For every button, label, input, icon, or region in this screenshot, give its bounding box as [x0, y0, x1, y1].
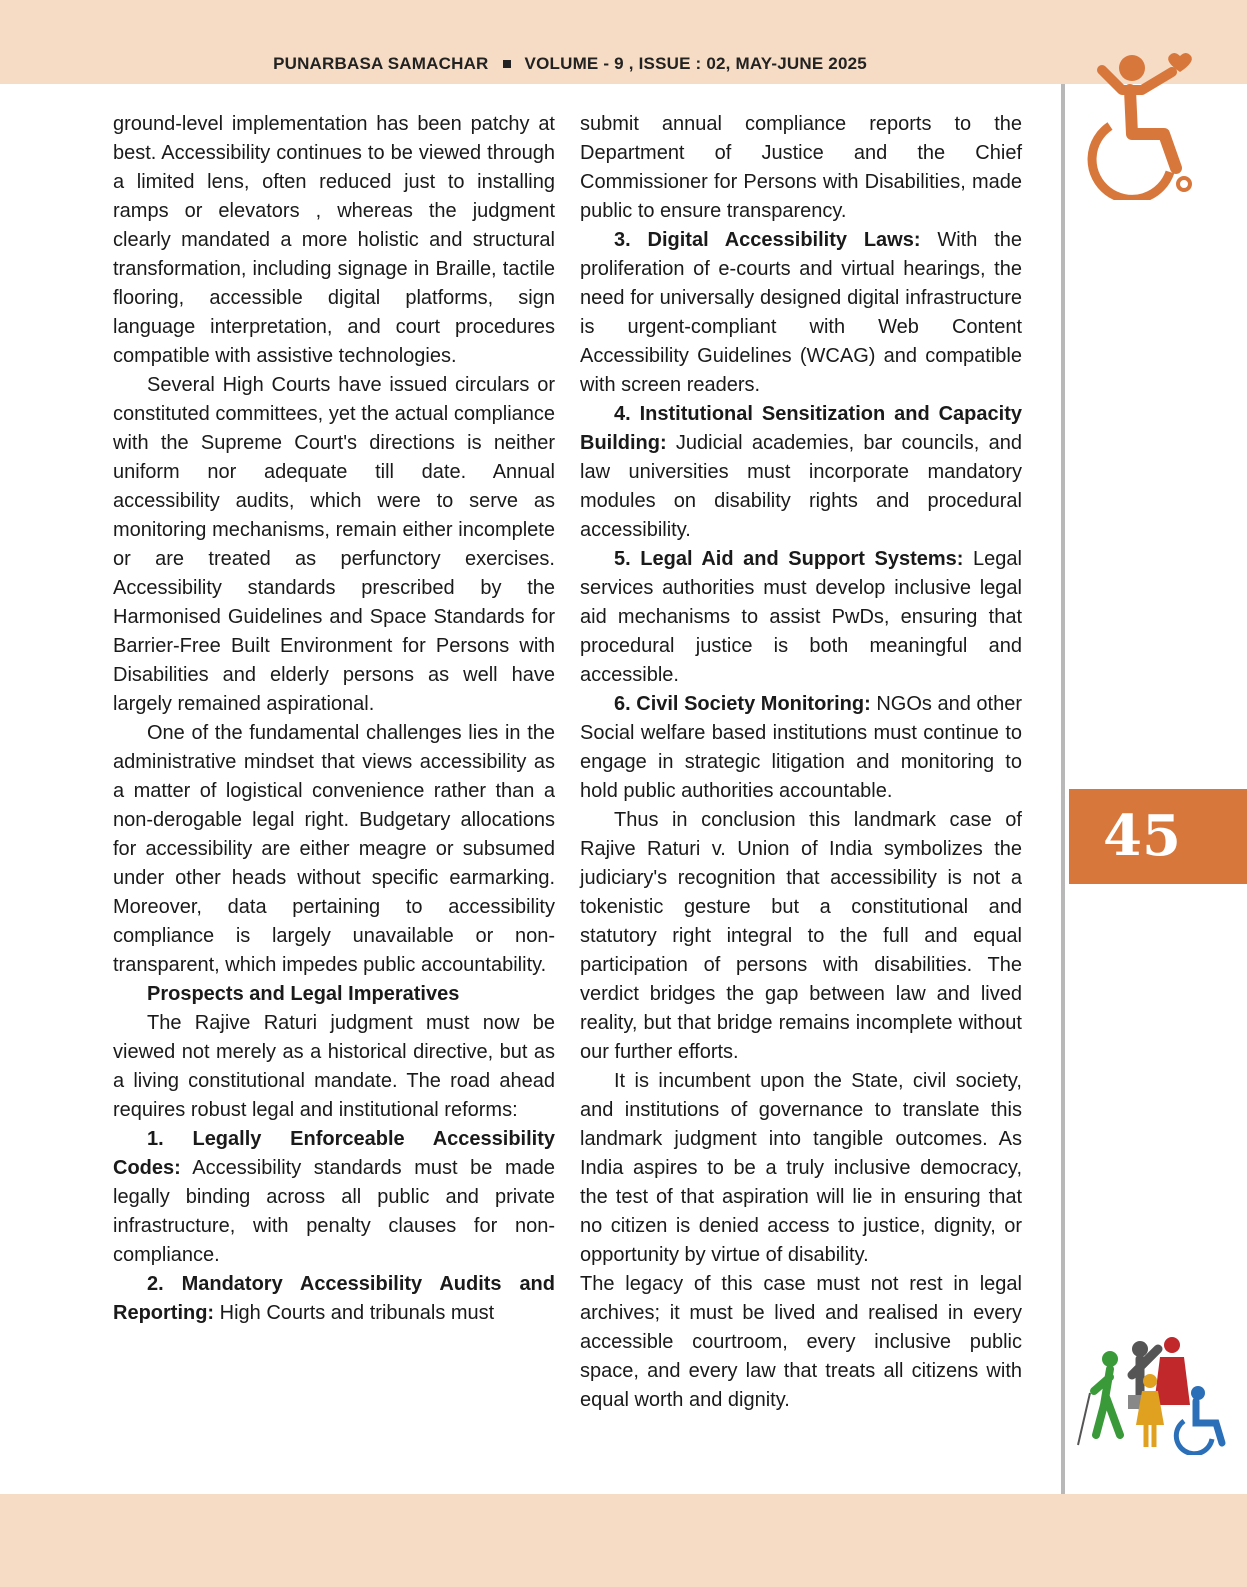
list-item-4-text: Judicial academies, bar councils, and law universities must incorporate mandatory modules on disability rights and procedural accessibility.: [580, 432, 1022, 541]
margin-rule: [1061, 84, 1065, 1494]
left-paragraph-2: Several High Courts have issued circulars or constituted committees, yet the actual compliance with the Supreme Court's directions is neither uniform nor adequate till date. Annual accessibility audits, which were to serve as monitoring mechanisms, remain either incomplete or are treated as perfunctory exercises. Accessibility standards prescribed by the Harmonised Guidelines and Space Standards for Barrier-Free Built Environment for Persons with Disabilities and elderly persons as well have largely remained aspirational.: [113, 374, 555, 715]
list-item-4-title: 4. Institutional Sensitization and Capacity Building:: [580, 403, 1022, 454]
wheelchair-user-icon: [1080, 50, 1208, 200]
right-paragraph-4: The legacy of this case must not rest in legal archives; it must be lived and realised in every accessible courtroom, every inclusive public space, and every law that treats all citizens with equal worth and dignity.: [580, 1273, 1022, 1411]
list-item-6-text: NGOs and other Social welfare based institutions must continue to engage in strategic litigation and monitoring to hold public authorities accountable.: [580, 693, 1022, 802]
list-item-1-text: Accessibility standards must be made legally binding across all public and private infrastructure, with penalty clauses for non-compliance.: [113, 1157, 555, 1266]
list-item-5-text: Legal services authorities must develop inclusive legal aid mechanisms to assist PwDs, ensuring that procedural justice is both meaningful and accessible.: [580, 548, 1022, 686]
page-number-tab: 45: [1069, 789, 1247, 884]
list-item-3-text: With the proliferation of e-courts and virtual hearings, the need for universally designed digital infrastructure is urgent-compliant with Web Content Accessibility Guidelines (WCAG) and compatible with screen readers.: [580, 229, 1023, 396]
diverse-disability-group-icon: [1070, 1335, 1230, 1455]
list-item-6-title: 6. Civil Society Monitoring:: [614, 693, 871, 715]
left-column: [113, 110, 555, 1328]
list-item-4: [580, 400, 1022, 545]
running-header: [0, 54, 1140, 74]
list-item-1-title: 1. Legally Enforceable Accessibility Codes:: [113, 1128, 555, 1179]
header-separator: [503, 60, 511, 68]
list-item-3-title: 3. Digital Accessibility Laws:: [614, 229, 921, 251]
list-item-2-title: 2. Mandatory Accessibility Audits and Reporting:: [113, 1273, 555, 1324]
footer-band: [0, 1494, 1247, 1587]
left-paragraph-4: The Rajive Raturi judgment must now be viewed not merely as a historical directive, but as a living constitutional mandate. The road ahead requires robust legal and institutional reforms:: [113, 1012, 555, 1121]
list-item-3: [580, 226, 1022, 400]
list-item-2-text: High Courts and tribunals must: [214, 1302, 495, 1324]
right-paragraph-2: Thus in conclusion this landmark case of Rajive Raturi v. Union of India symbolizes the judiciary's recognition that accessibility is not a tokenistic gesture but a constitutional and statutory right integral to the full and equal participation of persons with disabilities. The verdict bridges the gap between law and lived reality, but that bridge remains incomplete without our further efforts.: [580, 809, 1022, 1063]
list-item-5-title: 5. Legal Aid and Support Systems:: [614, 548, 964, 570]
list-item-5: [580, 545, 1022, 690]
list-item-6: [580, 690, 1022, 806]
right-paragraph-3: It is incumbent upon the State, civil society, and institutions of governance to translate this landmark judgment into tangible outcomes. As India aspires to be a truly inclusive democracy, the test of that aspiration will lie in ensuring that no citizen is denied access to justice, dignity, or opportunity by virtue of disability.: [580, 1070, 1022, 1266]
section-heading: Prospects and Legal Imperatives: [147, 983, 460, 1005]
left-paragraph-1: ground-level implementation has been patchy at best. Accessibility continues to be viewed through a limited lens, often reduced just to installing ramps or elevators , whereas the judgment clearly mandated a more holistic and structural transformation, including signage in Braille, tactile flooring, accessible digital platforms, sign language interpretation, and court procedures compatible with assistive technologies.: [113, 113, 555, 367]
list-item-2: [113, 1270, 555, 1328]
right-paragraph-1: submit annual compliance reports to the Department of Justice and the Chief Commissioner for Persons with Disabilities, made public to ensure transparency.: [580, 113, 1022, 222]
left-paragraph-3: One of the fundamental challenges lies in the administrative mindset that views accessibility as a matter of logistical convenience rather than a non-derogable legal right. Budgetary allocations for accessibility are either meagre or subsumed under other heads without specific earmarking. Moreover, data pertaining to accessibility compliance is largely unavailable or non-transparent, which impedes public accountability.: [113, 722, 555, 976]
publication-name: PUNARBASA SAMACHAR: [273, 54, 489, 73]
list-item-1: [113, 1125, 555, 1270]
right-column: [580, 110, 1022, 1415]
issue-info: VOLUME - 9 , ISSUE : 02, MAY-JUNE 2025: [524, 54, 867, 73]
